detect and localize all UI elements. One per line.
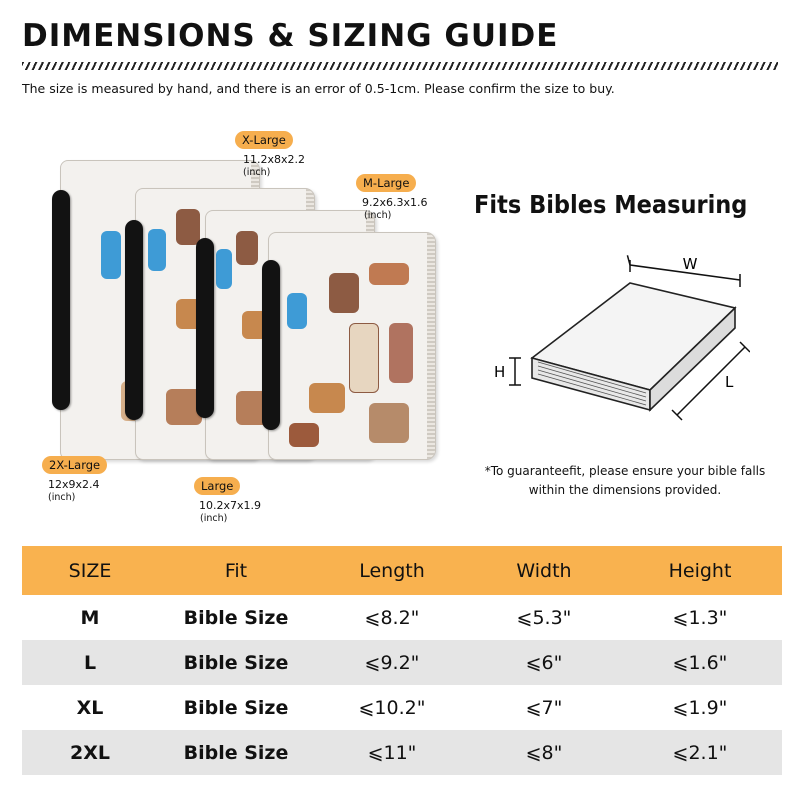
book-dimensions-diagram (490, 250, 750, 430)
cell-length: ⩽9.2" (364, 651, 420, 674)
title-underline-divider (22, 62, 778, 70)
cell-length: ⩽11" (367, 741, 417, 764)
note-line-1: *To guaranteefit, please ensure your bible falls (484, 464, 766, 478)
height-dimension-line (509, 358, 521, 385)
cell-fit: Bible Size (183, 606, 289, 629)
size-unit-2xlarge: (inch) (48, 492, 76, 503)
size-table (22, 546, 782, 775)
table-row (22, 730, 782, 775)
table-row (22, 640, 782, 685)
cell-fit: Bible Size (183, 651, 289, 674)
size-dims-large: 10.2x7x1.9 (199, 499, 262, 512)
cell-width: ⩽6" (525, 651, 563, 674)
cell-height: ⩽1.6" (672, 651, 728, 674)
width-label: W (682, 255, 698, 273)
cell-length: ⩽10.2" (358, 696, 426, 719)
size-unit-mlarge: (inch) (364, 210, 392, 221)
note-line-2: within the dimensions provided. (528, 483, 722, 497)
cell-size: L (83, 651, 97, 674)
header-height: Height (668, 559, 732, 582)
table-row (22, 685, 782, 730)
size-unit-xlarge: (inch) (243, 167, 271, 178)
size-dims-xlarge: 11.2x8x2.2 (243, 153, 306, 166)
size-dims-mlarge: 9.2x6.3x1.6 (362, 196, 428, 209)
cell-fit: Bible Size (183, 696, 289, 719)
cell-fit: Bible Size (183, 741, 289, 764)
cell-width: ⩽8" (525, 741, 563, 764)
cell-length: ⩽8.2" (364, 606, 420, 629)
measurement-disclaimer: The size is measured by hand, and there is an error of 0.5-1cm. Please confirm the size to buy. (22, 81, 615, 96)
fit-guarantee-note (460, 462, 790, 500)
cell-size: XL (76, 696, 104, 719)
handle-2xlarge (52, 190, 70, 410)
size-tag-xlarge: X-Large (235, 131, 293, 149)
table-row (22, 595, 782, 640)
cell-size: M (80, 606, 100, 629)
cell-height: ⩽1.3" (672, 606, 728, 629)
bible-cover-mlarge (268, 232, 436, 460)
size-dims-2xlarge: 12x9x2.4 (48, 478, 100, 491)
size-unit-large: (inch) (200, 513, 228, 524)
size-tag-mlarge: M-Large (356, 174, 416, 192)
cell-height: ⩽2.1" (672, 741, 728, 764)
handle-mlarge (262, 260, 280, 430)
header-length: Length (359, 559, 425, 582)
header-width: Width (516, 559, 572, 582)
size-tag-2xlarge: 2X-Large (42, 456, 107, 474)
length-label: L (725, 373, 734, 391)
cell-width: ⩽5.3" (516, 606, 572, 629)
page-title: DIMENSIONS & SIZING GUIDE (22, 18, 559, 54)
cell-height: ⩽1.9" (672, 696, 728, 719)
handle-xlarge (125, 220, 143, 420)
book-outline (532, 283, 735, 410)
handle-large (196, 238, 214, 418)
height-label: H (494, 363, 506, 381)
header-size: SIZE (68, 559, 112, 582)
table-header-row (22, 546, 782, 595)
cell-width: ⩽7" (525, 696, 563, 719)
size-tag-large: Large (194, 477, 240, 495)
cell-size: 2XL (70, 741, 110, 764)
fits-bibles-heading: Fits Bibles Measuring (474, 190, 748, 219)
header-fit: Fit (224, 559, 248, 582)
